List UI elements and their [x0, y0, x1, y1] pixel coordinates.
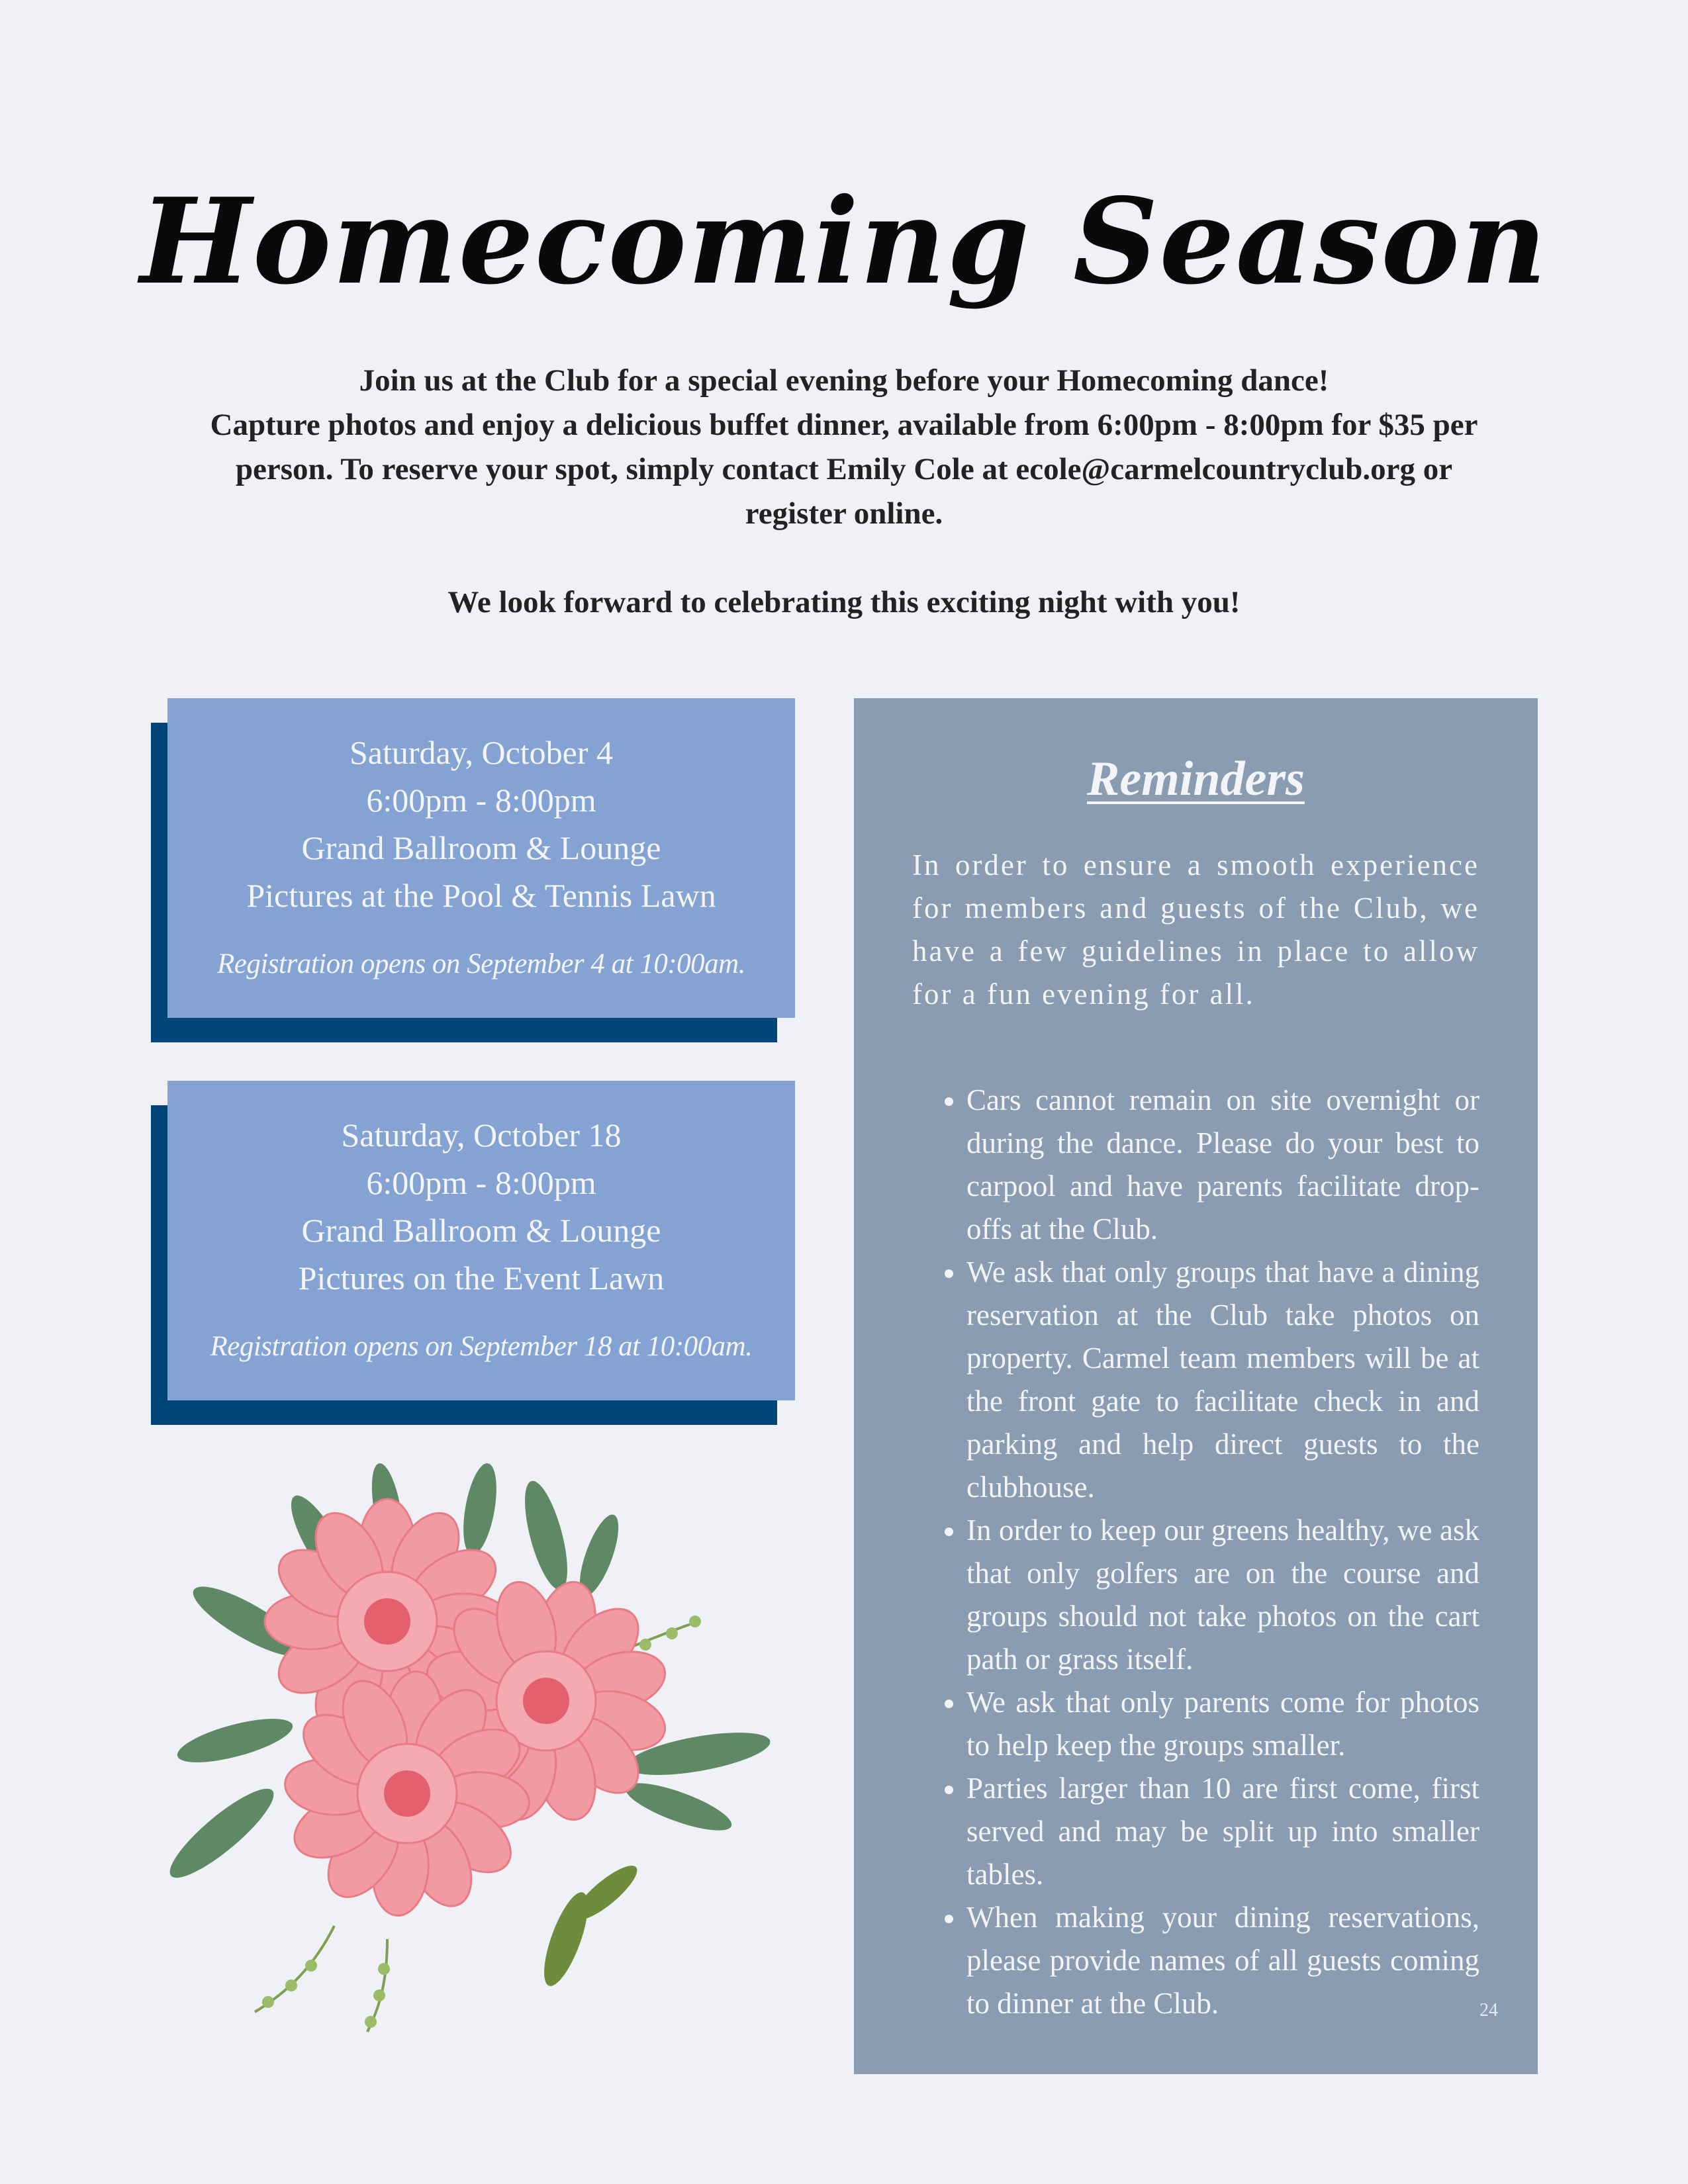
event-card-oct-4	[167, 698, 795, 1018]
reminders-lead: In order to ensure a smooth experience for members and guests of the Club, we have a few guidelines in place to allow for a fun evening for all.	[912, 848, 1479, 1011]
intro-text	[192, 359, 1496, 625]
event-registration-note: Registration opens on September 18 at 10:00am.	[210, 1331, 753, 1362]
list-item: • In order to keep our greens healthy, we ask that only golfers are on the course and groups should not take photos on the cart path or grass itself.	[966, 1509, 1479, 1681]
event-photos-location: Pictures at the Pool & Tennis Lawn	[246, 877, 716, 914]
intro-line-invite: Join us at the Club for a special evening before your Homecoming dance!	[359, 363, 1329, 398]
flower-bouquet-illustration	[169, 1463, 778, 2045]
list-item: • Parties larger than 10 are first come, first served and may be split up into smaller tables.	[966, 1767, 1479, 1896]
list-item: • We ask that only groups that have a dining reservation at the Club take photos on property. Carmel team members will be at the front gate to facilitate check in and parking and help direct guests to the clubhouse.	[966, 1251, 1479, 1509]
reminders-heading: Reminders	[1087, 752, 1305, 806]
intro-line-details: Capture photos and enjoy a delicious buffet dinner, available from 6:00pm - 8:00pm for $35 per person. To reserve your spot, simply contact Emily Cole at ecole@carmelcountryclub.org or register online.	[210, 408, 1478, 531]
list-item: • We ask that only parents come for photos to help keep the groups smaller.	[966, 1681, 1479, 1767]
event-venue: Grand Ballroom & Lounge	[301, 829, 661, 866]
list-item: • Cars cannot remain on site overnight or during the dance. Please do your best to carpool and have parents facilitate drop-offs at the Club.	[966, 1079, 1479, 1251]
event-registration-note: Registration opens on September 4 at 10:00am.	[217, 948, 745, 979]
list-item: • When making your dining reservations, please provide names of all guests coming to dinner at the Club.	[966, 1896, 1479, 2025]
event-card-oct-18	[167, 1081, 795, 1400]
event-date: Saturday, October 18	[341, 1116, 622, 1154]
event-date: Saturday, October 4	[349, 734, 614, 771]
intro-closing: We look forward to celebrating this exciting night with you!	[447, 585, 1241, 619]
page-title: Homecoming Season	[140, 172, 1548, 310]
page-number: 24	[1479, 2000, 1498, 2021]
reminders-list	[912, 1079, 1479, 2025]
reminders-panel	[854, 698, 1538, 2074]
event-time: 6:00pm - 8:00pm	[366, 1164, 596, 1201]
event-venue: Grand Ballroom & Lounge	[301, 1212, 661, 1249]
event-time: 6:00pm - 8:00pm	[366, 782, 596, 819]
event-photos-location: Pictures on the Event Lawn	[298, 1259, 665, 1297]
